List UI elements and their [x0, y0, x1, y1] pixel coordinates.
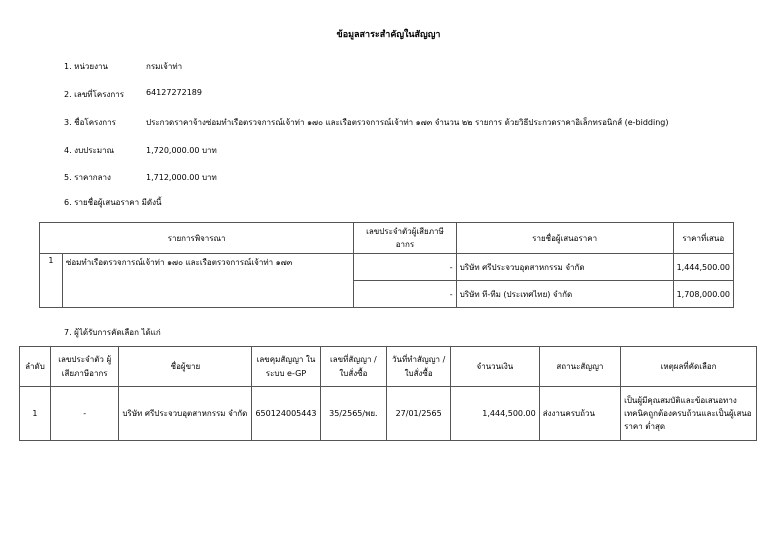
col-header-contract-no: เลขที่สัญญา / ใบสั่งซื้อ — [320, 347, 387, 387]
table-header-row — [40, 223, 734, 254]
bidder-tax-id: - — [354, 254, 456, 281]
row-vendor: บริษัท ศรีประจวบอุตสาหกรรม จำกัด — [119, 387, 252, 441]
row-date: 27/01/2565 — [387, 387, 451, 441]
col-header-no: ลำดับ — [20, 347, 51, 387]
section7-heading: 7. ผู้ได้รับการคัดเลือก ได้แก่ — [64, 328, 161, 337]
col-header-date: วันที่ทำสัญญา / ใบสั่งซื้อ — [387, 347, 451, 387]
col-header-item: รายการพิจารณา — [40, 223, 354, 254]
bidder-name: บริษัท ศรีประจวบอุตสาหกรรม จำกัด — [456, 254, 673, 281]
col-header-control-no: เลขคุมสัญญา ในระบบ e-GP — [252, 347, 320, 387]
col-header-vendor: ชื่อผู้ขาย — [119, 347, 252, 387]
field-value: 1,712,000.00 บาท — [146, 173, 217, 182]
field-label: 5. ราคากลาง — [64, 173, 111, 182]
field-value: 64127272189 — [146, 88, 202, 97]
col-header-tax-id: เลขประจำตัวผู้เสียภาษีอากร — [354, 223, 456, 254]
field-value: ประกวดราคาจ้างซ่อมทำเรือตรวจการณ์เจ้าท่า ๑๗๐ และเรือตรวจการณ์เจ้าท่า ๑๗๓ จำนวน ๒๒ รายการ ด้วยวิธีประกวดราคาอิเล็กทรอนิกส์ (e-bidding) — [146, 118, 669, 127]
bid-price: 1,708,000.00 — [673, 281, 733, 308]
field-label: 2. เลขที่โครงการ — [64, 90, 125, 99]
row-status: ส่งงานครบถ้วน — [539, 387, 620, 441]
section6-heading: 6. รายชื่อผู้เสนอราคา มีดังนี้ — [64, 198, 162, 207]
row-contract-no: 35/2565/พย. — [320, 387, 387, 441]
field-value: 1,720,000.00 บาท — [146, 146, 217, 155]
col-header-bidder: รายชื่อผู้เสนอราคา — [456, 223, 673, 254]
row-reason: เป็นผู้มีคุณสมบัติและข้อเสนอทางเทคนิคถูกต้องครบถ้วนและเป็นผู้เสนอราคา ต่ำสุด — [621, 387, 757, 441]
col-header-reason: เหตุผลที่คัดเลือก — [621, 347, 757, 387]
selected-vendor-table — [19, 346, 757, 441]
col-header-status: สถานะสัญญา — [539, 347, 620, 387]
field-label: 1. หน่วยงาน — [64, 62, 108, 71]
document-title: ข้อมูลสาระสำคัญในสัญญา — [336, 30, 441, 40]
row-tax-id: - — [50, 387, 119, 441]
item-number: 1 — [40, 254, 63, 308]
field-label: 4. งบประมาณ — [64, 146, 115, 155]
row-no: 1 — [20, 387, 51, 441]
col-header-tax-id: เลขประจำตัว ผู้เสียภาษีอากร — [50, 347, 119, 387]
field-label: 3. ชื่อโครงการ — [64, 118, 116, 127]
bidders-table — [39, 222, 734, 308]
row-amount: 1,444,500.00 — [451, 387, 540, 441]
item-name: ซ่อมทำเรือตรวจการณ์เจ้าท่า ๑๗๐ และเรือตรวจการณ์เจ้าท่า ๑๗๓ — [62, 254, 353, 308]
table-row — [20, 387, 757, 441]
field-value: กรมเจ้าท่า — [146, 62, 183, 71]
table-row — [40, 254, 734, 281]
col-header-price: ราคาที่เสนอ — [673, 223, 733, 254]
bidder-name: บริษัท ที-ทีม (ประเทศไทย) จำกัด — [456, 281, 673, 308]
table-header-row — [20, 347, 757, 387]
bidder-tax-id: - — [354, 281, 456, 308]
col-header-amount: จำนวนเงิน — [451, 347, 540, 387]
row-control-no: 650124005443 — [252, 387, 320, 441]
bid-price: 1,444,500.00 — [673, 254, 733, 281]
